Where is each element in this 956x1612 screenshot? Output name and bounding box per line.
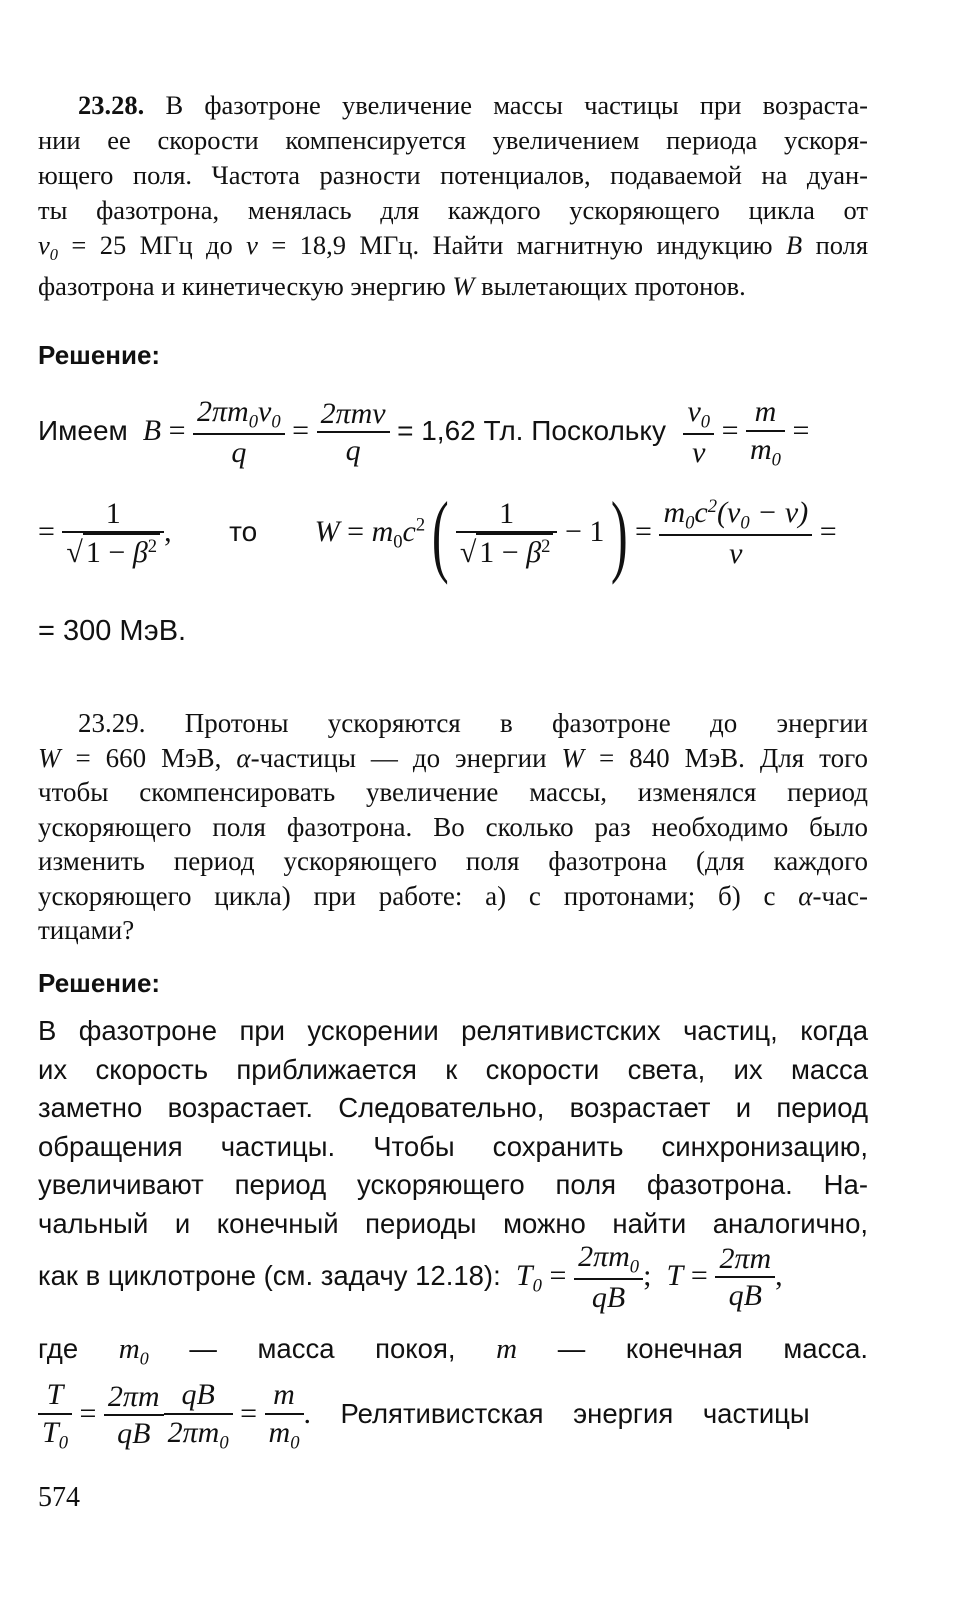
problem-number: 23.29. — [78, 708, 146, 738]
problem-text: фазотрона и кинетическую энергию — [38, 271, 446, 301]
result-W: = 300 МэВ. — [38, 615, 187, 647]
problem-text: = 25 МГц до — [71, 230, 233, 260]
equation-W: = $\frac{1}{√ 1 - \beta^2}$ , то $W = m_0c^2$( $\frac{1}{√ 1 - \beta^2}$ − 1) = $\frac{m_0c^2(\nu_0 - \nu)}{\nu}$ = — [38, 483, 837, 585]
problem-text: нии ее скорости компенсируется увеличением периода ускоря- — [38, 125, 868, 155]
problem-text: поля — [815, 230, 869, 260]
equation-periods: как в циклотроне (см. задачу 12.18): $T_0$ = $\frac{2\pi m_0}{qB}$ ; T = $\frac{2\pi m}{qB}$ , — [38, 1240, 783, 1314]
equation-B: Имеем B = $\frac{2\pi m_0\nu_0}{q}$ = $\frac{\text{2πmν}}{q}$ = 1,62 Тл. Поскольку $\frac{\nu_0}{\nu}$ = $\frac{m}{m_0}$ = — [38, 395, 810, 470]
problem-text: ты фазотрона, менялась для каждого ускоряющего цикла от — [38, 195, 868, 225]
problem-23-29: 23.29. Протоны ускоряются в фазотроне до энергии W = 660 МэВ, α-частицы — до энергии W = 840 МэВ. Для того чтобы скомпенсировать увеличение массы, изменялся период ускоряющего поля фазотрона. Во сколько раз необходимо было изменить период ускоряющего поля фазотрона (для каждого ускоряющего цикла) при работе: а) с протонами; б) с α-час- тицами? — [38, 708, 869, 945]
W-symbol: W — [38, 742, 61, 773]
problem-text: = 18,9 МГц. Найти магнитную индукцию — [271, 230, 773, 260]
page-number: 574 — [38, 1482, 80, 1513]
problem-text: ющего поля. Частота разности потенциалов, подаваемой на дуан- — [38, 160, 868, 190]
problem-text: В фазотроне увеличение массы частицы при возраста- — [165, 90, 868, 120]
W-symbol: W — [561, 742, 584, 773]
alpha-symbol: α — [236, 742, 251, 773]
B-symbol: B — [785, 230, 803, 260]
solution-23-29-text: В фазотроне при ускорении релятивистских частиц, когда их скорость приближается к скорости света, их масса заметно возрастает. Следовательно, возрастает и период обращения частицы. Чтобы сохранить синхронизацию, увеличивают период ускоряющего поля фазотрона. На- чальный и конечный периоды можно найти аналогично, — [38, 1015, 868, 1239]
problem-number: 23.28. — [78, 90, 145, 120]
equation-ratio: $\frac{T}{T_0}$ = $\frac{2\pi m}{qB}$ $\frac{qB}{2\pi m_0}$ = $\frac{m}{m_0}$ . Релятивистская энергия частицы — [38, 1378, 868, 1454]
solution-heading: Решение: — [38, 968, 161, 998]
W-symbol: W — [452, 271, 475, 301]
nu0-symbol: $\nu_0$ — [38, 230, 58, 264]
nu-symbol: ν — [246, 230, 258, 260]
problem-23-28 — [38, 88, 868, 304]
alpha-symbol: α — [798, 880, 813, 911]
solution-heading: Решение: — [38, 340, 161, 370]
mass-definition-line: где $m_0$ — масса покоя, m — конечная масса. — [38, 1333, 869, 1369]
problem-text: Протоны ускоряются в фазотроне до энергии — [184, 708, 869, 738]
problem-text: вылетающих протонов. — [481, 271, 746, 301]
